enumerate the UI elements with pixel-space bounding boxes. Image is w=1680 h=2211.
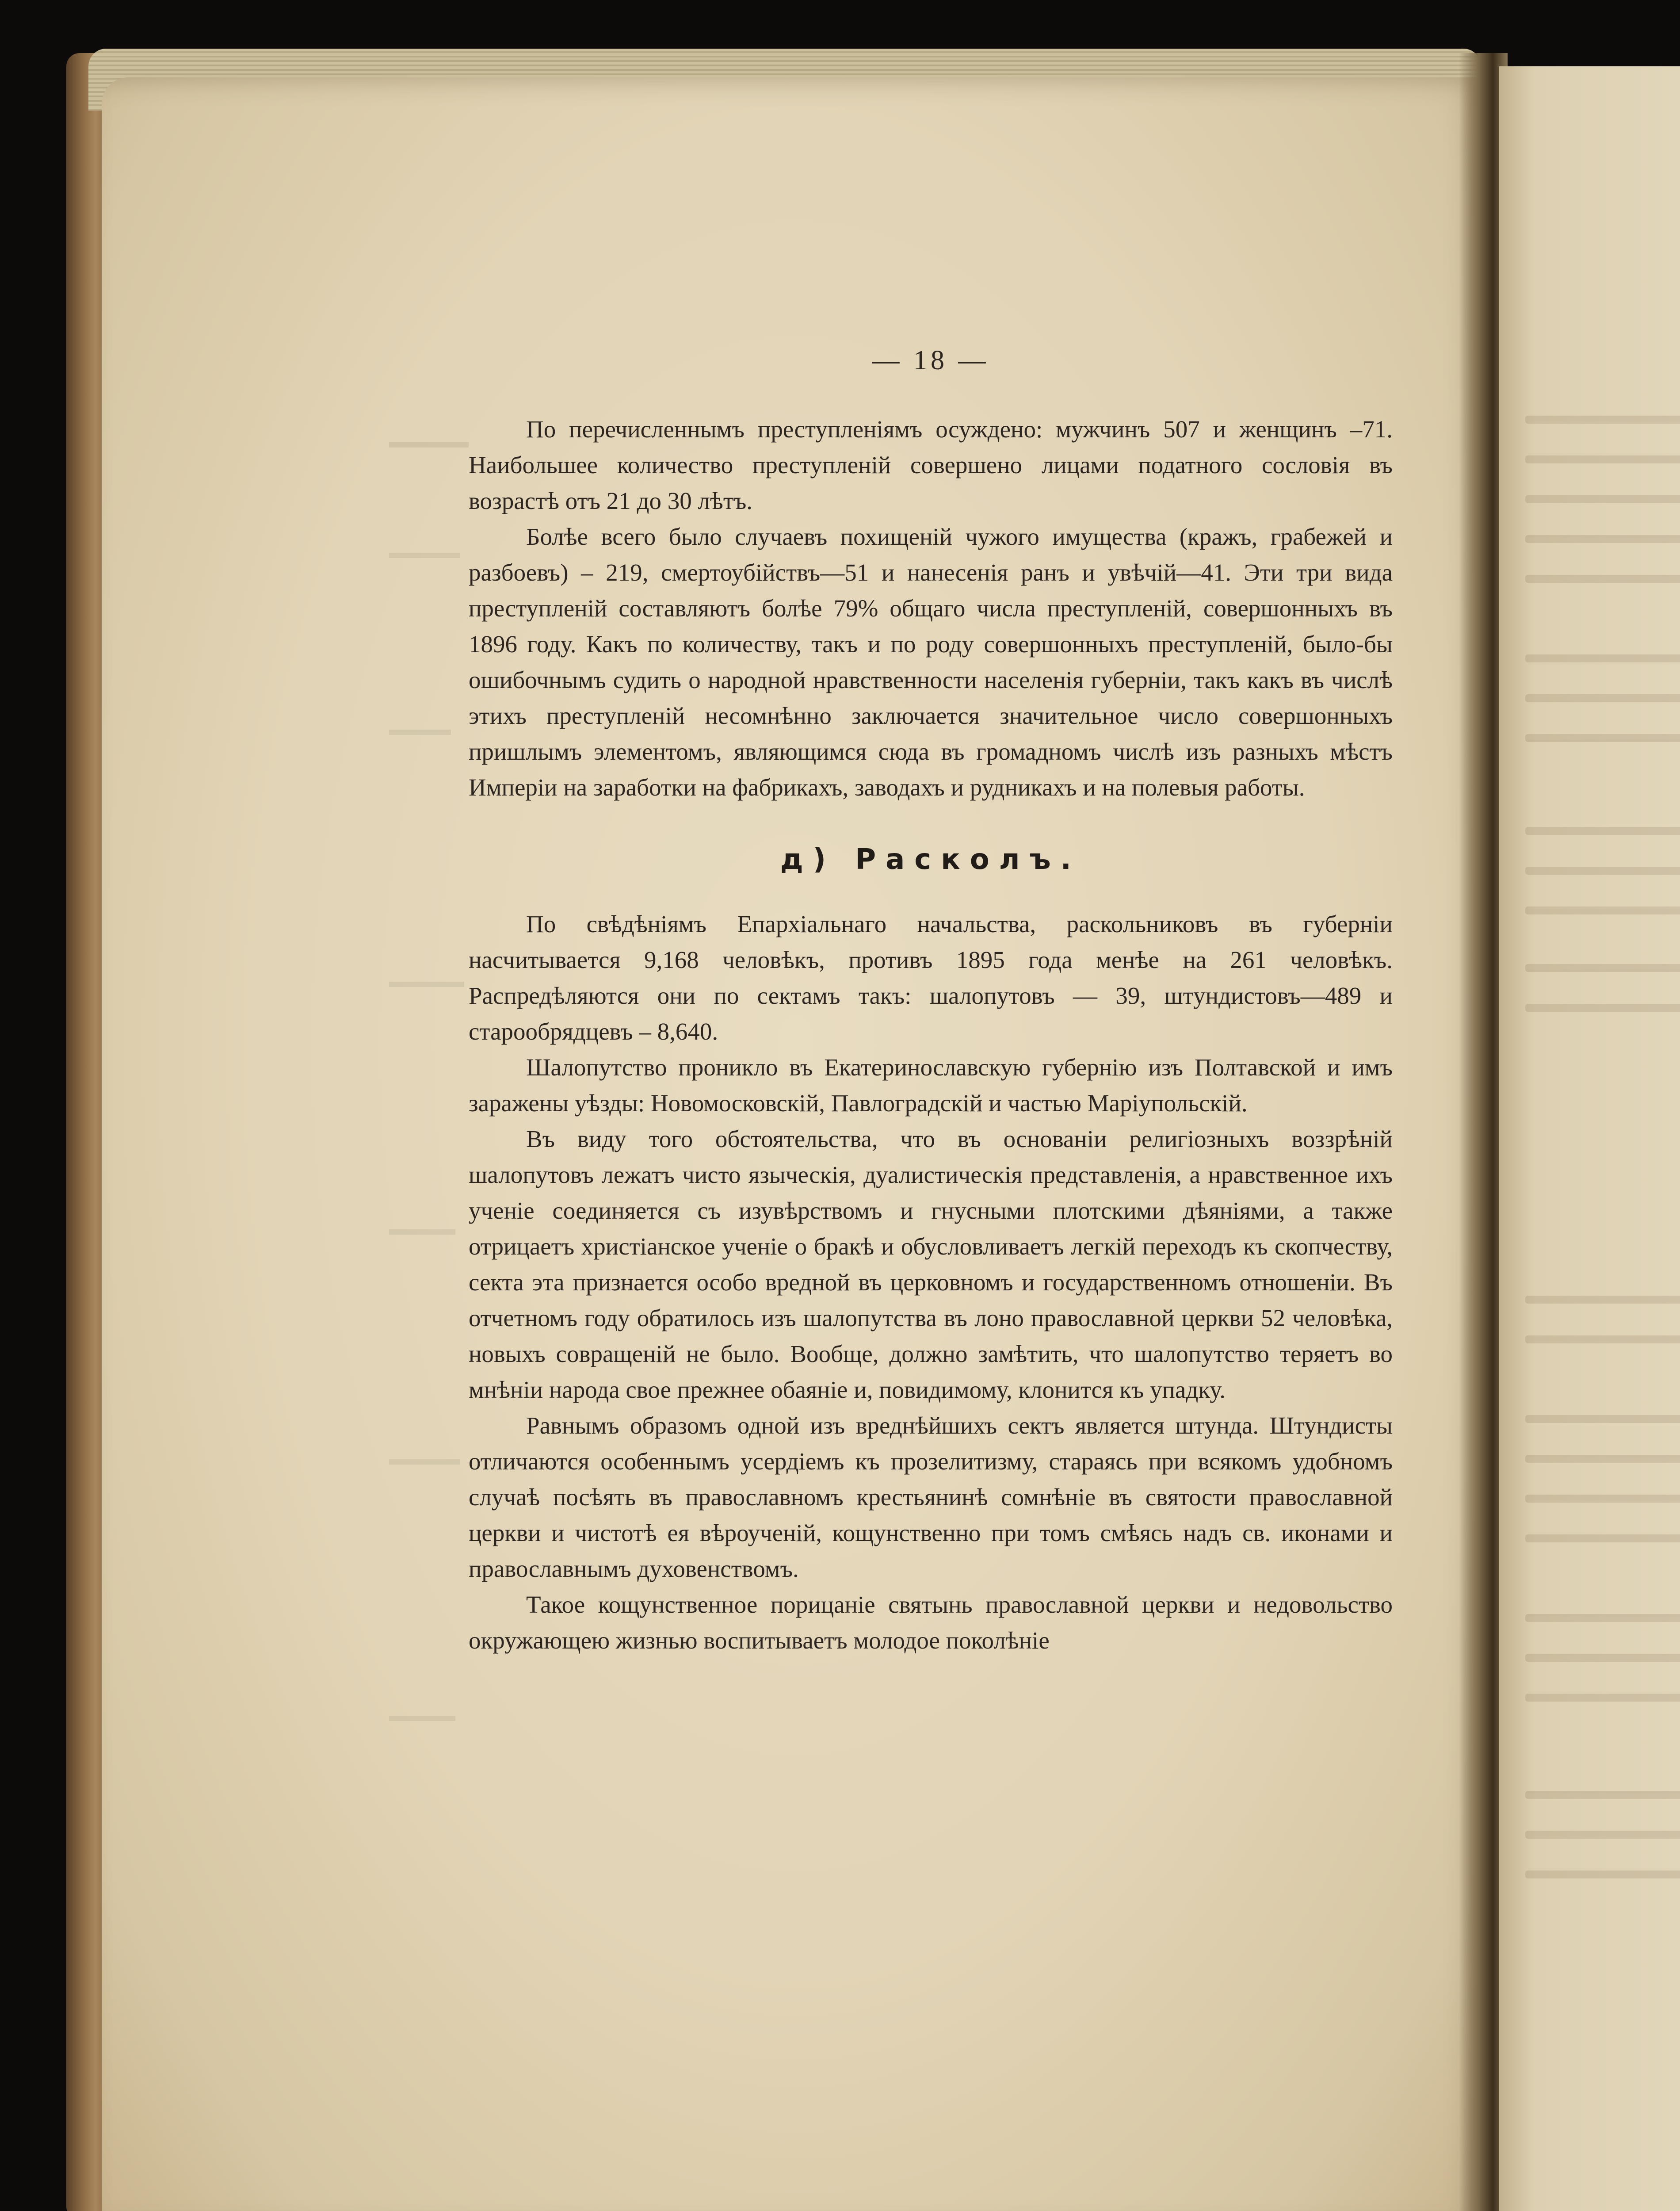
paragraph: Въ виду того обстоятельства, что въ основаніи религіозныхъ воззрѣній шалопутовъ лежатъ чисто языческія, дуалистическія представленія, а нравственное ихъ ученіе соединяется съ изувѣрствомъ и гнусными плотскими дѣяніями, а также отрицаетъ христіанское ученіе о бракѣ и обусловливаетъ легкій переходъ къ скопчеству, секта эта признается особо вредной въ церковномъ и государственномъ отношеніи. Въ отчетномъ году обратилось изъ шалопутства въ лоно православной церкви 52 человѣка, новыхъ совращеній не было. Вообще, должно замѣтить, что шалопутство теряетъ во мнѣніи народа свое прежнее обаяніе и, повидимому, клонится къ упадку. <box>469 1125 1393 1403</box>
paragraph: По перечисленнымъ преступленіямъ осуждено: мужчинъ 507 и женщинъ –71. Наибольшее количество преступленій совершено лицами податного сословія въ возрастѣ отъ 21 до 30 лѣтъ. <box>469 416 1393 514</box>
page-body <box>469 411 1393 1658</box>
paragraph: Такое кощунственное порицаніе святынь православной церкви и недовольство окружающею жизнью воспитываетъ молодое поколѣніе <box>469 1591 1393 1654</box>
section-heading: д) Расколъ. <box>780 843 1081 876</box>
paragraph: Равнымъ образомъ одной изъ вреднѣйшихъ сектъ является штунда. Штундисты отличаются особеннымъ усердіемъ къ прозелитизму, стараясь при всякомъ удобномъ случаѣ посѣять въ православномъ крестьянинѣ сомнѣніе въ святости православной церкви и чистотѣ ея вѣроученій, кощунственно при томъ смѣясь надъ св. иконами и православнымъ духовенствомъ. <box>469 1412 1393 1582</box>
paragraph: Болѣе всего было случаевъ похищеній чужого имущества (кражъ, грабежей и разбоевъ) – 219, смертоубійствъ—51 и нанесенія ранъ и увѣчій—41. Эти три вида преступленій составляютъ болѣе 79% общаго числа преступленій, совершонныхъ въ 1896 году. Какъ по количеству, такъ и по роду совершонныхъ преступленій, было-бы ошибочнымъ судить о народной нравственности населенія губерніи, такъ какъ въ числѣ этихъ преступленій несомнѣнно заключается значительное число совершонныхъ пришлымъ элементомъ, являющимся сюда въ громадномъ числѣ изъ разныхъ мѣстъ Имперіи на заработки на фабрикахъ, заводахъ и рудникахъ и на полевыя работы. <box>469 523 1393 801</box>
right-page-sliver <box>1499 66 1680 2211</box>
page-number: — 18 — <box>872 345 989 375</box>
paragraph: По свѣдѣніямъ Епархіальнаго начальства, раскольниковъ въ губерніи насчитывается 9,168 человѣкъ, противъ 1895 года менѣе на 261 человѣкъ. Распредѣляются они по сектамъ такъ: шалопутовъ — 39, штундистовъ—489 и старообрядцевъ – 8,640. <box>469 910 1393 1045</box>
paragraph: Шалопутство проникло въ Екатеринославскую губернію изъ Полтавской и имъ заражены уѣзды: Новомосковскій, Павлоградскій и частью Маріупольскій. <box>469 1054 1393 1117</box>
